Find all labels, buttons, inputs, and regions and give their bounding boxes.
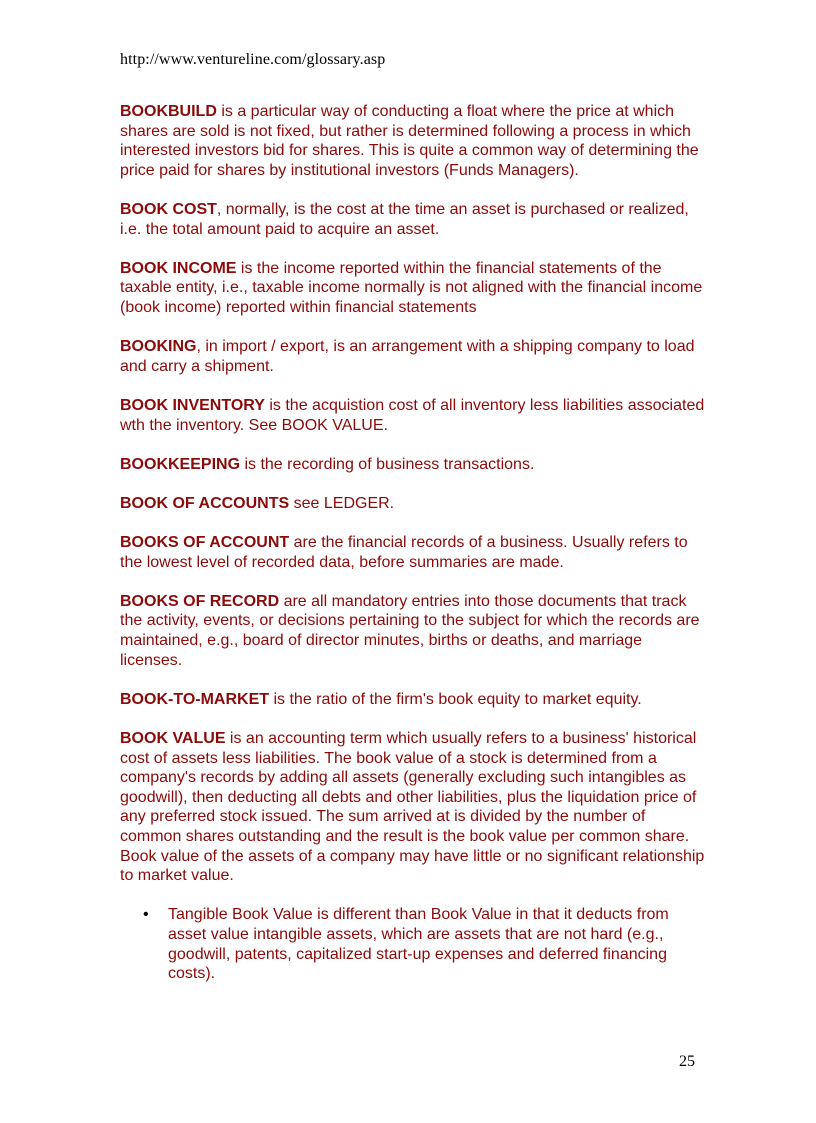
glossary-term: BOOK INCOME xyxy=(120,259,237,277)
glossary-term: BOOK INVENTORY xyxy=(120,396,265,414)
bullet-list xyxy=(120,905,705,983)
page-number: 25 xyxy=(679,1053,695,1070)
bullet-text: Tangible Book Value is different than Book Value in that it deducts from asset value intangible assets, which are assets that are not hard (e.g., goodwill, patents, capitalized start-up expenses and deferred financing costs). xyxy=(168,906,669,983)
glossary-definition: , normally, is the cost at the time an asset is purchased or realized, i.e. the total amount paid to acquire an asset. xyxy=(120,200,689,238)
glossary-definition: is a particular way of conducting a float where the price at which shares are sold is not fixed, but rather is determined following a process in which interested investors bid for shares. This is quite a common way of determining the price paid for shares by institutional investors (Funds Managers). xyxy=(120,103,699,179)
glossary-entry-book-income xyxy=(120,259,705,318)
glossary-entry-book-inventory xyxy=(120,396,705,435)
glossary-definition: is the acquistion cost of all inventory less liabilities associated wth the inventory. See BOOK VALUE. xyxy=(120,396,705,434)
glossary-definition: is an accounting term which usually refers to a business' historical cost of assets less liabilities. The book value of a stock is determined from a company's records by adding all assets (generally excluding such intangibles as goodwill), then deducting all debts and other liabilities, plus the liquidation price of any preferred stock issued. The sum arrived at is divided by the number of common shares outstanding and the result is the book value per common share. Book value of the assets of a company may have little or no significant relationship to market value. xyxy=(120,730,705,885)
glossary-definition: is the recording of business transactions. xyxy=(240,455,535,473)
header-url: http://www.ventureline.com/glossary.asp xyxy=(120,51,386,68)
glossary-definition: , in import / export, is an arrangement with a shipping company to load and carry a shipment. xyxy=(120,338,695,375)
glossary-term: BOOKING xyxy=(120,338,197,356)
glossary-definition: is the income reported within the financial statements of the taxable entity, i.e., taxable income normally is not aligned with the financial income (book income) reported within financial statements xyxy=(120,259,703,316)
glossary-entry-books-of-record xyxy=(120,592,705,670)
glossary-entry-books-of-account xyxy=(120,533,705,572)
glossary-term: BOOKS OF ACCOUNT xyxy=(120,534,290,552)
glossary-entry-book-to-market xyxy=(120,690,705,710)
glossary-content xyxy=(120,102,705,984)
glossary-term: BOOKKEEPING xyxy=(120,455,241,473)
glossary-entry-book-value xyxy=(120,729,705,886)
bullet-icon: • xyxy=(143,906,149,924)
glossary-term: BOOKS OF RECORD xyxy=(120,592,280,610)
glossary-definition: are the financial records of a business. Usually refers to the lowest level of recorded data, before summaries are made. xyxy=(120,534,688,571)
glossary-entry-book-cost xyxy=(120,200,705,239)
glossary-definition: are all mandatory entries into those documents that track the activity, events, or decisions pertaining to the subject for which the records are maintained, e.g., board of director minutes, births or deaths, and marriage licenses. xyxy=(120,592,700,669)
glossary-definition: is the ratio of the firm's book equity to market equity. xyxy=(269,690,642,708)
glossary-term: BOOK-TO-MARKET xyxy=(120,690,270,708)
glossary-entry-book-of-accounts xyxy=(120,494,705,514)
bullet-item xyxy=(143,905,705,983)
glossary-definition: see LEDGER. xyxy=(289,494,395,512)
glossary-term: BOOK OF ACCOUNTS xyxy=(120,494,290,512)
glossary-term: BOOK VALUE xyxy=(120,730,226,747)
glossary-term: BOOKBUILD xyxy=(120,103,217,120)
glossary-entry-booking xyxy=(120,337,705,376)
glossary-term: BOOK COST xyxy=(120,200,217,218)
glossary-entry-bookkeeping xyxy=(120,455,705,475)
glossary-entry-bookbuild xyxy=(120,102,705,180)
